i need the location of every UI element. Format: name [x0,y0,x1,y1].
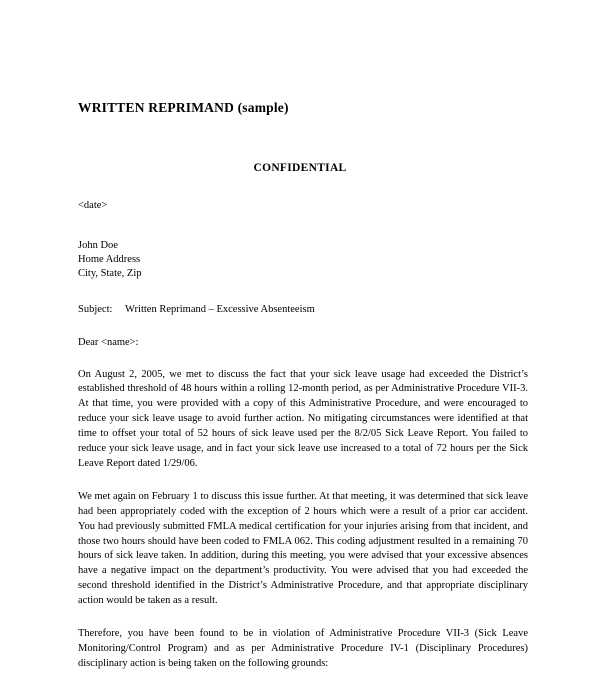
subject-line [78,304,528,315]
body-paragraph: We met again on February 1 to discuss this issue further. At that meeting, it was determined that sick leave had been appropriately coded with the exception of 2 hours which were a result of a prior car accident. You had previously submitted FMLA medical certification for your injuries arising from that incident, and those two hours should have been coded to FMLA 062. This coding adjustment resulted in a remaining 70 hours of sick leave taken. In addition, during this meeting, you were advised that your excessive absences have a negative impact on the department’s productivity. You were advised that you had exceeded the second threshold identified in the District’s Administrative Procedure, and that appropriate disciplinary action would be taken as a result. [78,490,528,607]
recipient-city-state-zip: City, State, Zip [78,268,142,280]
salutation: Dear <name>: [78,336,139,348]
recipient-name: John Doe [78,240,118,251]
recipient-address-line: Home Address [78,254,141,266]
recipient-address-block [78,239,528,282]
date-field: <date> [78,200,108,211]
body-paragraph: Therefore, you have been found to be in violation of Administrative Procedure VII-3 (Sick Leave Monitoring/Control Program) and as per Administrative Procedure IV-1 (Disciplinary Procedures) disciplinary action is being taken on the following grounds: [78,628,528,669]
page-title: WRITTEN REPRIMAND (sample) [78,100,289,115]
subject-label: Subject: [78,303,113,315]
subject-text: Written Reprimand – Excessive Absenteeism [125,303,315,315]
confidential-marking: CONFIDENTIAL [253,162,347,174]
body-paragraph: On August 2, 2005, we met to discuss the fact that your sick leave usage had exceeded the District’s established threshold of 48 hours within a rolling 12-month period, as per Administrative Procedure VII-3. At that time, you were provided with a copy of this Administrative Procedure, and were encouraged to reduce your sick leave usage to avoid further action. No mitigating circumstances were identified at that time to offset your total of 52 hours of sick leave used per the 8/2/05 Sick Leave Report. You failed to reduce your sick leave usage, and in fact your sick leave use increased to a total of 72 hours per the Sick Leave Report dated 1/29/06. [78,368,528,469]
